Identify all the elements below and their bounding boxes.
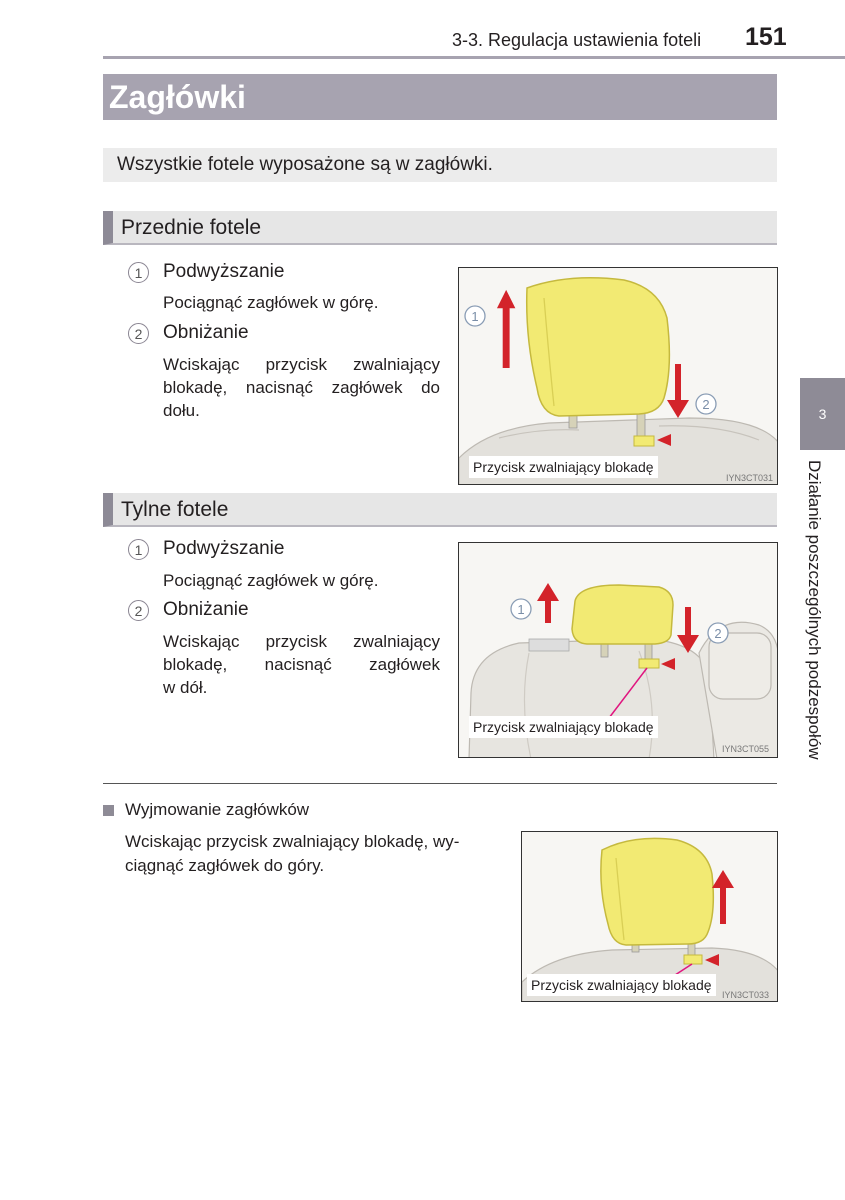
figure-callout: Przycisk zwalniający blokadę [527, 974, 716, 996]
desc-line: w dół. [163, 678, 208, 697]
figure-badge-1: 1 [471, 309, 479, 324]
desc-line: Wciskając przycisk zwalniający [163, 632, 440, 651]
section-heading-rear: Tylne fotele [103, 493, 777, 527]
item-desc-lower [163, 353, 440, 422]
chapter-tab: 3 [800, 378, 845, 450]
seat-buckle [529, 639, 569, 651]
number-badge-1: 1 [128, 262, 149, 283]
header-rule [103, 56, 845, 59]
up-arrow [537, 583, 559, 623]
release-button [634, 436, 654, 446]
section-rule [103, 783, 777, 784]
figure-code: IYN3CT031 [726, 473, 774, 483]
desc-line: dołu. [163, 401, 200, 420]
removal-figure [521, 831, 778, 1002]
intro-text: Wszystkie fotele wyposażone są w zagłówki. [103, 148, 777, 182]
figure-badge-2: 2 [714, 626, 722, 641]
number-badge-2: 2 [128, 323, 149, 344]
item-desc-raise [163, 291, 440, 314]
subsection-body [125, 830, 505, 878]
up-arrow [712, 870, 734, 924]
item-label-raise: Podwyższanie [163, 538, 285, 559]
item-label-raise: Podwyższanie [163, 261, 285, 282]
item-desc-raise [163, 569, 440, 592]
figure-badge-2: 2 [702, 397, 710, 412]
desc-line: Pociągnąć zagłówek w górę. [163, 571, 379, 590]
up-arrow [497, 290, 515, 368]
number-badge-2: 2 [128, 600, 149, 621]
running-header: 3-3. Regulacja ustawienia foteli [452, 30, 702, 50]
section-heading-front: Przednie fotele [103, 211, 777, 245]
desc-line: Pociągnąć zagłówek w górę. [163, 293, 379, 312]
body-line: Wciskając przycisk zwalniający blokadę, wy- [125, 832, 460, 851]
release-button [684, 955, 702, 964]
bullet-square [103, 805, 114, 816]
number-badge-1: 1 [128, 539, 149, 560]
headrest [601, 838, 713, 945]
figure-callout: Przycisk zwalniający blokadę [469, 456, 658, 478]
figure-code: IYN3CT055 [722, 744, 770, 754]
rear-seat-back [469, 639, 714, 758]
chapter-title: Działanie poszczególnych podzespołów [805, 460, 824, 760]
subsection-heading: Wyjmowanie zagłówków [125, 800, 310, 819]
figure-callout: Przycisk zwalniający blokadę [469, 716, 658, 738]
desc-line: Wciskając przycisk zwalniający [163, 355, 440, 374]
body-line: ciągnąć zagłówek do góry. [125, 856, 325, 875]
page-number: 151 [745, 23, 787, 51]
desc-line: blokadę, nacisnąć zagłówek do [163, 378, 440, 397]
figure-code: IYN3CT033 [722, 990, 770, 1000]
figure-badge-1: 1 [517, 602, 525, 617]
item-desc-lower [163, 630, 440, 699]
item-label-lower: Obniżanie [163, 322, 249, 343]
release-button [639, 659, 659, 668]
page-title: Zagłówki [103, 74, 777, 120]
rear-headrest [572, 585, 673, 644]
front-seat-figure [458, 267, 778, 485]
front-seat-illustration [459, 268, 778, 485]
desc-line: blokadę, nacisnąć zagłówek [163, 655, 440, 674]
rear-seat-figure [458, 542, 778, 758]
down-arrow [667, 364, 689, 418]
item-label-lower: Obniżanie [163, 599, 249, 620]
